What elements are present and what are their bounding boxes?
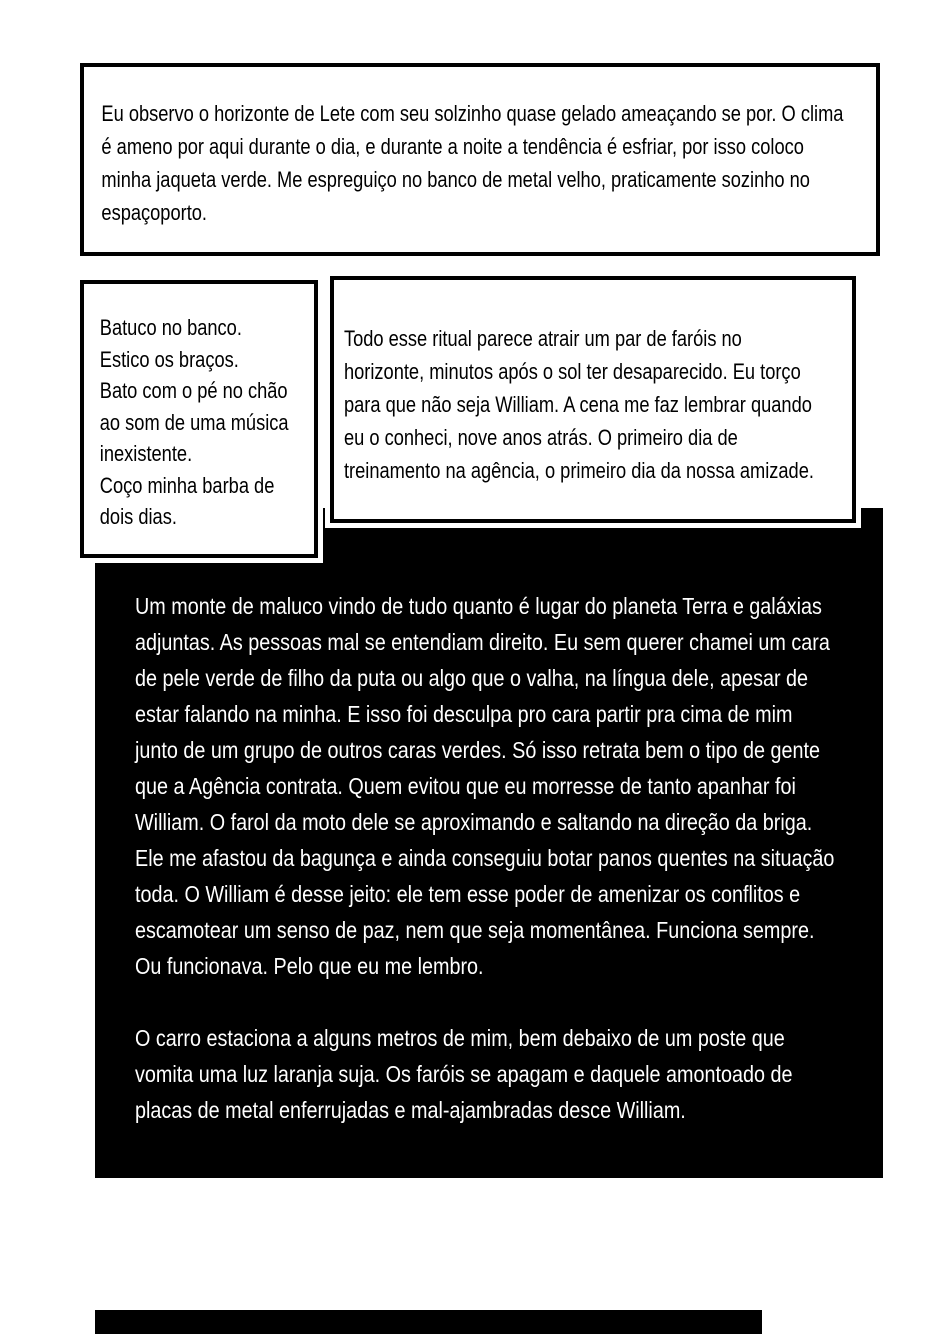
next-panel-cutoff-strip (95, 1310, 762, 1334)
narration-box-right (330, 276, 856, 523)
narration-box-left (80, 280, 318, 558)
black-panel-paragraph-1: Um monte de maluco vindo de tudo quanto é lugar do planeta Terra e galáxias adjuntas. As pessoas mal se entendiam direito. Eu sem querer chamei um cara de pele verde de filho da puta ou algo que o valha, na língua dele, apesar de estar falando na minha. E isso foi desculpa pro cara partir pra cima de mim junto de um grupo de outros caras verdes. Só isso retrata bem o tipo de gente que a Agência contrata. Quem evitou que eu morresse de tanto apanhar foi William. O farol da moto dele se aproximando e saltando na direção da briga. Ele me afastou da bagunça e ainda conseguiu botar panos quentes na situação toda. O William é desse jeito: ele tem esse poder de amenizar os conflitos e escamotear um senso de paz, nem que seja momentânea. Funciona sempre. Ou funcionava. Pelo que eu me lembro. (135, 593, 835, 979)
narration-right-text: Todo esse ritual parece atrair um par de faróis no horizonte, minutos após o sol ter desaparecido. Eu torço para que não seja William. A cena me faz lembrar quando eu o conheci, nove anos atrás. O primeiro dia de treinamento na agência, o primeiro dia da nossa amizade. (343, 326, 814, 483)
black-panel (95, 508, 883, 1178)
narration-box-top (80, 63, 880, 256)
black-panel-paragraph-2: O carro estaciona a alguns metros de mim, bem debaixo de um poste que vomita uma luz laranja suja. Os faróis se apagam e daquele amontoado de placas de metal enferrujadas e mal-ajambradas desce William. (135, 1025, 793, 1123)
black-panel-content (95, 508, 883, 1128)
narration-top-text: Eu observo o horizonte de Lete com seu solzinho quase gelado ameaçando se por. O clima é ameno por aqui durante o dia, e durante a noite a tendência é esfriar, por isso coloco minha jaqueta verde. Me espreguiço no banco de metal velho, praticamente sozinho no espaçoporto. (101, 101, 844, 225)
narration-left-text: Batuco no banco. Estico os braços. Bato com o pé no chão ao som de uma música inexistente. Coço minha barba de dois dias. (99, 315, 289, 529)
